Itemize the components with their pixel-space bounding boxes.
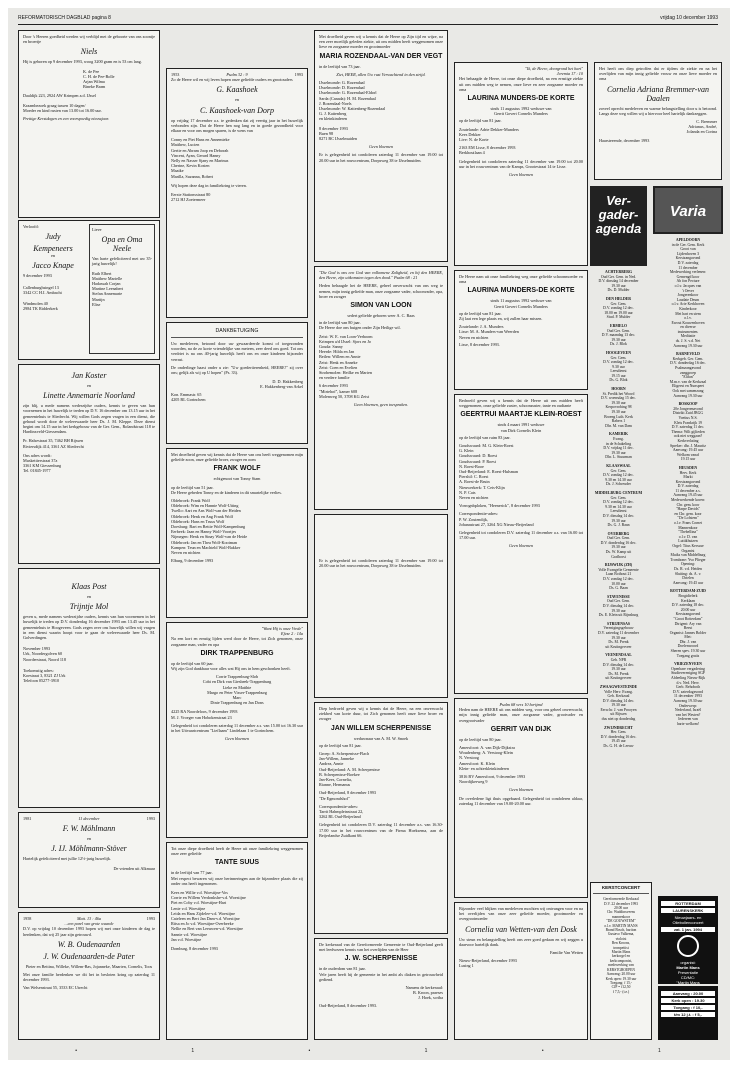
notice-condolence xyxy=(314,514,448,698)
ad-footer: Oud-Beijerland, 8 december 1993. xyxy=(319,1002,378,1008)
ad-and: en xyxy=(87,594,91,599)
ad-text: Door 's Heeren goedheid werden wij verblijd met de geboorte van ons zoontje en broertje xyxy=(23,34,155,45)
ad-text: Het heeft ons diep getroffen dat er tijdens de ziekte en na het overlijden van mijn innig geliefde vrouw en onze lieve moeder en oma xyxy=(599,66,717,82)
ad-text: Zo de Heere wil en wij leven hopen onze geliefde ouders en grootouders xyxy=(171,77,293,83)
entry-details: Geb. NPR D.V. dinsdag 14 dec. 19.30 uur Ds. M. Prenk uit Krutingerveer xyxy=(602,657,635,681)
thanks-bremmer xyxy=(594,62,722,180)
ad-name: FRANK WOLF xyxy=(213,465,261,473)
ad-verse: Matt. 13 : 46a xyxy=(77,916,101,921)
ad-text: zoveel oprecht medeleven en warme belangstelling door u is betoond. Langs deze weg willen wij u hiervoor heel hartelijk dankzeggen. xyxy=(599,105,717,116)
obituary-frank-wolf xyxy=(166,448,308,618)
ad-text: De Heere nam uit onze familiekring weg onze geliefde schoonmoeder en oma xyxy=(459,274,583,285)
ad-address: Kon. Emmastr. 65 4205 BL Gorinchem xyxy=(171,391,206,402)
ad-signatories: Amersfoort: A. van Dijk-Dijkstra Woudenberg: A. Verstoog-Klein N. Verstoog Amersfoort: K. Klein Klein- en achterkleinkinderen xyxy=(459,745,515,771)
ad-signatories: K. de Pee C. H. de Pee-Bolle Arjan Wilma Bineke Bram xyxy=(83,68,115,90)
ad-address: 6 december 1993 "Mirtehof", kamer 608 Molenweg 50, 3708 KG Zeist xyxy=(319,383,370,399)
ad-verse: Psalm 32 : 9 xyxy=(226,72,248,77)
ad-year: 1958 xyxy=(23,916,32,921)
ad-date-place: Oud-Beijerland, 8 december 1993 "De Egmondshof" xyxy=(319,790,376,801)
entry-place: MIDDELBURG CENTRUM xyxy=(594,490,643,495)
ad-name: JAN WILLEM SCHERPENISSE xyxy=(330,724,432,732)
ad-signatories: Conny en Piet Hans en Annemieke Matthew, Lucien Gertie en Abram Joop en Deborah Vincent, Ayan, Gerard Hanny Nelly en Nasser Sjany en Marinus Cherine, Kevin Kosten Maaike Marilla, Suzanna, Robert xyxy=(171,137,230,179)
church-logo-icon xyxy=(677,935,699,957)
ad-signatories: Zoutelande: Adrie Dekker-Munders Kees Dekker Live: N. de Korte xyxy=(459,126,519,143)
obituary-gerrit-van-dijk xyxy=(454,698,588,898)
ad-name: GERRIT VAN DIJK xyxy=(490,725,552,733)
thanks-van-wetten xyxy=(454,902,588,1040)
ad-signatories: IJsselmonde: G. Rozendaal IJsselmonde: D. Rozendaal IJsselmonde: G. Rozendaal-Eldorl Sarda (Canada): H. M. Rozendaal J. Rozendaal-Noels IJsselmonde: W. Kattenberg-Rozendaal G. J. Kattenberg en kleinkinderen xyxy=(319,80,386,122)
ad-text: Gelegenheid tot condoleren D.V. zaterdag 11 december a.s. van 16.30-17.00 uur in het rouwcentrum van de Firma Hoeksema, aan de Beijerlandse Zuidkant 66. xyxy=(319,822,443,838)
entry-place: HOORN xyxy=(611,387,626,392)
ad-date: in de leeftijd van 73 jaar. xyxy=(319,63,361,69)
ad-line: CD/MC: xyxy=(680,975,696,980)
ad-text: Vele jaren heeft hij de gemeente in het ambt als diaken in getrouwheid gediend. xyxy=(319,971,443,982)
ad-line: Oliebollenconcert xyxy=(672,920,704,925)
ad-text: zijn blij, u mede namens wederzijdse ouders, kennis te geven van hun voornemen in het huwelijk te treden op D.V. 16 december om 13.15 uur in het gemeentehuis te Sliedrecht. Wij willen Gods zegen vragen in een dienst, die gehoud wordt door de weleerwaarde heer Ds. J. M. Kleppe. Deze dienst begint om 14.15 uur in het kerkgebouw van de Ger. Gem., Rolandstraat 118 te Hardinxveld-Giessendam. xyxy=(23,403,155,435)
ad-footer: Haarsteeende, december 1993 xyxy=(599,137,650,143)
ad-address: 8 december 1993 Buen 98 8271 BC IJsselmuiden xyxy=(319,125,357,142)
entry-place: BOSKOOP xyxy=(678,402,698,407)
ad-signatories: Ruth Elbert Matthew Marielle Hadassah Corjan Martine Leenabert Stefan Annemarie Martijn Elise xyxy=(92,270,124,307)
ad-text: Het behaagde de Heere, tot onze diepe droefheid, na een ernstige ziekte uit ons midden weg te nemen, onze lieve en zeer zorgzame moeder en oma xyxy=(459,76,583,92)
ad-name: G. Kaashoek xyxy=(216,85,258,95)
agenda-entry xyxy=(590,653,647,681)
ad-heading: Lieve xyxy=(92,227,102,232)
ad-text: De Heere gebeden Tonny en de kinderen in dit smartelijke verlies. xyxy=(171,489,282,495)
ad-text: De Heere doe ons buigen onder Zijn Heilige wil. xyxy=(319,325,401,331)
entry-details: Ger. Gem. D.V. zondag 12 dec. 18.00 en 19.00 uur Stud. P. Mulder xyxy=(603,301,634,320)
laurenskerk-concert-ad xyxy=(658,896,718,984)
ad-text: D.V. op vrijdag 10 december 1993 hopen wij met onze kinderen de dag te herdenken, dat wij 25 jaar zijn getrouwd. xyxy=(23,926,155,937)
ad-children: Pieter en Bettina, Willeke, Willem-Bas, Jojanneke, Maarten, Cornelis, Toos xyxy=(25,963,153,969)
ad-address: 2163 EM Lisse, 8 december 1993 Berkhoutlaan 4 xyxy=(459,145,516,156)
ad-line: organist: xyxy=(680,960,696,965)
ad-signatories: Groep: A. Scherpenisse-Flach Jan-Willem, Janneke Andrea, Annie Oud-Beijerland: A. M. Scherpenisse B. Scherpenisse-Boekee Jan-Kees, Cornelia, Rianne, Hermanus xyxy=(319,751,380,788)
ad-year: 1993 xyxy=(294,72,303,77)
ad-and: en xyxy=(87,383,91,388)
ad-heading: Verloofd: xyxy=(23,224,39,229)
entry-place: HOOGEVEEN xyxy=(606,350,631,355)
ad-address: Urk, Noordergolven 60 Noorderstraat, Noord 118 xyxy=(23,651,66,662)
ad-verse: Ziet, HEER, allen Uw rust Verwachtend in den strijd. xyxy=(336,71,426,77)
ad-subtitle: sinds 11 augustus 1992 weduwe van Gerrit Govert Cornelis Munders xyxy=(490,106,552,117)
ad-signatories: Oldebroek: Frank Wolf Oldebroek: Wim en Hannie Wolf-Uiting Twello: Aart en Ans Wolf-van der Heiden Oldebroek: Henk en Ang Frank Wolf Oldebroek: Hans en Truus Wolf Doesburg: Bart en Bettie Wolf-Kampenburg Eerbeek: Jaan en Hanny Wolf-Voortjes Nijmegen: Henk en Sinay Wolf-van de Heide Oldebroek: Jan en Thea Wolf-Kooiman Kampen: Teun en Machteld Wolf-Bakker Neven en nichten xyxy=(171,498,248,556)
ad-line: Nieuwjaars- en xyxy=(674,915,702,920)
footer-mark: • xyxy=(75,1048,77,1054)
ad-date-place: Vorrognbploken, "Heenerick", 8 december 1993 xyxy=(459,503,540,509)
ad-name: Klaas Post xyxy=(71,582,107,591)
ad-heading: KERSTCONCERT xyxy=(601,885,641,890)
obituary-dirk-trappenburg xyxy=(166,622,308,838)
ad-line: LAURENSKERK xyxy=(661,908,715,913)
entry-place: KAMERIK xyxy=(609,432,628,437)
obituary-simon-van-loon xyxy=(314,266,448,510)
ad-year: 1993 xyxy=(146,816,155,821)
ad-name: Judy xyxy=(45,232,61,242)
entry-details: Ger. Gem. D.V. zondag 12 dec. 9.30 en 14.30 uur Ds. J. Schreuder xyxy=(603,468,634,487)
ad-address: Correspondentie-adres: P. W. Zoutendijk, Johanastraat 27, 3264 XG Nieuw-Beijerland xyxy=(459,511,534,527)
masthead-left: REFORMATORISCH DAGBLAD pagina 8 xyxy=(18,15,111,21)
ad-verse: Psalm 68 vers 10 berijmd xyxy=(499,702,543,707)
ad-footer: Geen bloemen xyxy=(508,543,534,549)
anniversary-mohlmann xyxy=(18,812,160,908)
entry-details: Brogtdielerk Kerklaan D.V. zaterdag 18 dec. 20.00 uur Kerstzangavond "Groot Rotterdam" Dirigent: Ary van Beest Organist: Jannes Bolder Met: Dhr. J. van Doelenwoord Sheren spev. 19.30 uur Toegang gratis xyxy=(669,593,707,658)
ad-text: Gelegenheid tot condoleren zaterdag 11 december van 19.00 tot 20.00 uur in het rouwcentrum van de Kamps, Grootestraat 14 te Lisse. xyxy=(459,158,583,169)
ad-line: t/m 12 j.t. : f 5,- xyxy=(661,1012,715,1017)
entry-details: Ger. Gem. D.V. zondag 12 dec. 9.30 uur Leesdienst 19.15 uur Ds. G. Blok xyxy=(603,355,634,383)
ad-date: 11 december xyxy=(78,816,100,821)
ad-sign: C. Bremmer Adrianus, André, Jolanda en Corina xyxy=(686,119,717,135)
entry-place: DEN HELDER xyxy=(605,296,631,301)
ad-footer: Domburg, 8 december 1993 xyxy=(171,946,218,952)
ad-name: Cornelia Adriana Bremmer-van Daalen xyxy=(606,84,710,103)
entry-place: VEENENDAAL xyxy=(605,653,632,658)
newspaper-page xyxy=(8,8,730,1060)
entry-details: Oud Ger. Gem. in Ned. D.V. dinsdag 14 december 19.30 uur Ds. D. Mulder xyxy=(598,274,639,293)
ad-text: Diep bedroefd geven wij u kennis dat de Heere, na een onverwacht ziekbed van korte duur, tot Zich genomen heeft onze lieve broer en zwager xyxy=(319,706,443,722)
obituary-maria-rozendaal xyxy=(314,30,448,262)
agenda-entry xyxy=(590,532,647,560)
agenda-entry xyxy=(590,324,647,347)
ad-text: Er is gelegenheid tot condoleren zaterdag 11 december van 19.00 tot 20.00 uur in het rouwcentrum, Dorpsweg 38 te IJsselmuiden. xyxy=(319,152,443,163)
obituary-jan-willem-scherpenisse xyxy=(314,702,448,934)
agenda-entry xyxy=(654,352,722,398)
ad-name: Jacco Knape xyxy=(32,261,74,271)
ad-text: Hartelijk gefeliciteerd met jullie 12½-jarig huwelijk. xyxy=(23,856,112,862)
ad-verse-text: ...een parel van grote waarde xyxy=(64,921,114,927)
ad-address: Van Welsenstraat 55, 3533 EC Utrecht xyxy=(23,985,88,991)
ad-footer: Elburg, 9 december 1993 xyxy=(171,558,214,564)
masthead-date: vrijdag 10 december 1993 xyxy=(660,15,718,21)
entry-place: ACHTERBERG xyxy=(604,270,632,274)
thanks-hakkenberg xyxy=(166,322,308,444)
ad-notice: Kraambezoek graag tussen 10 dagen/ Moeder en kind rusten van 13.00 tot 16.00 uur. xyxy=(23,102,102,113)
ad-signatories: Zoutelande: J. A. Munders Lisse: M. A. Munders-van Weerden Neven en nichten xyxy=(459,324,519,340)
agenda-entry xyxy=(590,351,647,383)
ad-text: Zij laat een lege plaats en, wij zullen haar missen. xyxy=(459,316,543,322)
agenda-entry xyxy=(590,464,647,487)
ad-signatories: Corrie Trappenburg-Slob Cobi en Dirk van Giesbeek-Trappenburg Lieke en Matthie Margo en Peter Visser-Trappenburg Marc Dinie Trappenburg en Jan Dons xyxy=(202,674,272,706)
ad-address: 3816 BV Amersfoort, 9 december 1993 Noordijkerweg 9 xyxy=(459,774,526,785)
ad-text: Gelegenheid tot condoleren zaterdag 11 december a.s. van 15.00 tot 16.30 uur in het Uitvaartcentrum "Lieflaam" Lindelaan 1 te Gorinchem. xyxy=(171,722,303,734)
ad-address: 4225 RA Noordeloos, 9 december 1993 M. J. Vroeger van Hobokenstraat 23 xyxy=(171,709,238,720)
footer-mark: • xyxy=(308,1048,311,1054)
ad-address: Pr. Halsestraat 35, 7462 BH Rijssen Riviersdijk 414, 3361 AZ Sliedrecht xyxy=(23,438,84,449)
ad-date: op de leeftijd van 60 jaar. xyxy=(171,660,214,666)
ad-line: ROTTERDAM xyxy=(661,901,715,906)
entry-details: St. Predik het Woord D.V. woensdag 15 dec. 19.30 uur Kerpovrobing 98 19.30 uur Broeng Luth. Kerk Rabers 1 Dhr. M. van Dam xyxy=(601,391,636,428)
agenda-entry xyxy=(590,270,647,293)
ad-date: in de leeftijd van 80 jaar. xyxy=(319,320,361,326)
ad-year: 1953 xyxy=(171,72,180,77)
ad-name: DIRK TRAPPENBURG xyxy=(200,649,274,657)
ad-note: Wij hopen deze dag in familiekring te vieren. xyxy=(171,182,247,188)
ad-name: TANTE SUUS xyxy=(214,859,260,867)
ad-address: Windmolen 40 2984 TK Ridderkerk xyxy=(23,301,58,312)
agenda-entry xyxy=(654,589,722,658)
entry-details: Herv. Kerk Markt Kerstzangavond D.V. zaterdag 11 december a.s. Aanvang 19.45 uur Medewerkende koren: Chr. gem. koor "Harpe Davids" en Chr. gem. koor "De Lofstem" o.l.v. Frans Cornet Mannenkoor "Thebellina" o.l.v. D. van Luttikhuizen Orgel: Titus Kerssue Organist Muiks van Middelburg Trombone: Yvo Plieger Opening: Ds. R. v.d. Heiden Sluiting: ds. A. v. Drielen Aanvang: 19.45 uur xyxy=(670,470,706,585)
ad-and: en xyxy=(235,97,239,103)
ad-subtitle: echtgenoot van Tonny Stam xyxy=(213,476,261,482)
ad-name: F. W. Möhlmann xyxy=(62,824,116,834)
ad-text: De kerkeraad van de Gereformeerde Gemeente te Oud-Beijerland geeft met leedwezen kennis van het overlijden van de Heer xyxy=(319,942,443,953)
ad-date: in de ouderdom van 81 jaar. xyxy=(319,966,366,972)
vergaderagenda-header: Ver- gader- agenda xyxy=(590,186,647,266)
entry-details: Ger. Gem. D.V. zondag 12 dec. 9.30 en 14.30 uur Leesdienst D.V. dinsdag 14 dec. 19.30 uur Ds. G. J. Baan xyxy=(602,495,635,528)
entry-details: Oud Ger. Gem. D.V. donderdag 16 dec. 19.30 uur Ds. W. Kamp uit Grafhorst xyxy=(600,536,637,559)
ad-text: Tot onze diepe droefheid heeft de Heere uit onze familiekring weggenomen onze zeer geliefde xyxy=(171,846,303,857)
ad-line: "Martin Mans xyxy=(676,980,700,985)
entry-details: Volle Evangelie Gemeente Laan Bothout 21 D.V. zondag 12 dec. 10.00 uur Ds. G. Baan xyxy=(598,567,639,591)
ad-text: Bedroefd geven wij u kennis dat de Heere uit ons midden heeft weggenomen, onze geliefde zuster, schoonzuster, tante en oudtante xyxy=(459,398,583,409)
agenda-entry xyxy=(654,466,722,585)
ad-text: De overledene ligt thuis opgebaard. Gelegenheid tot condoleren aldaar, zaterdag 11 december van 19.00-20.00 uur. xyxy=(459,795,583,806)
agenda-entry xyxy=(590,432,647,460)
ad-line: Presentatie xyxy=(677,970,699,975)
ad-line: Martin Mans xyxy=(676,965,700,970)
ad-year: 1993 xyxy=(146,916,155,921)
entry-place: STAVENISSE xyxy=(607,594,630,599)
ad-name: Opa en Oma Neele xyxy=(101,235,143,254)
ad-name: J. IJ. Möhlmann-Stöver xyxy=(51,844,127,854)
wedding-koster-noorland xyxy=(18,364,160,564)
ad-name: C. Kaashoek-van Dorp xyxy=(200,105,274,115)
obituary-kerkeraad-scherpenisse xyxy=(314,938,448,1040)
ad-name: MARIA ROZENDAAL-VAN DER VEGT xyxy=(319,52,443,60)
engagement-judy-jacco xyxy=(18,220,160,360)
ad-text: Hij is geboren op 9 december 1993, woog 3200 gram en is 53 cm lang. xyxy=(23,59,142,65)
ad-date: op de leeftijd van 51 jaar. xyxy=(171,484,214,490)
ad-name: Trijntje Mol xyxy=(69,602,109,612)
agenda-entry xyxy=(590,595,647,618)
entry-place: HEUSDEN xyxy=(678,465,698,470)
entry-details: Openbare vergadering Studievereniging SGP Afdeeling Nieuw-Rijk d.v. Ned. Herv. Gerb. Rehoboth D.V. zaterdagavond 11 december 1993 Aanvang 19.30 uur Onderwerp: Nederland, Israël van het Westen? Iedereen van harte welkom! xyxy=(670,666,706,726)
ad-verse: "Die God is ons een God van volkomene Zaligheid, en bij den HEERE, den Heere, zijn uitkomsten tegen den dood." Psalm 68 : 21 xyxy=(319,270,443,281)
ad-text: Na een kort en ernstig lijden werd door de Heere, tot Zich genomen, onze zorgzame man, vader en opa xyxy=(171,636,303,647)
ad-text: Bijzonder veel blijken van medeleven mochten wij ontvangen voor en na het overlijden van onze zeer geliefde moeder, grootmoeder en overgrootmoeder xyxy=(459,906,583,922)
ad-text: Heden nam de HEERE uit ons midden weg, voor ons geheel onverwacht, mijn innig geliefde man, onze zorgzame vader, grootvader en overgrootvader xyxy=(459,707,583,723)
ad-footer: Nieuw-Beijerland, december 1993 Lusing 1 xyxy=(459,958,517,969)
ad-text: Met onze familie herdenken we dit het in besloten kring op zaterdag 11 december 1993. xyxy=(23,972,155,983)
varia-list xyxy=(654,238,722,892)
ad-footer: Geen bloemen xyxy=(508,172,534,178)
kerstconcert-ad xyxy=(590,882,652,1040)
ad-signatories: Zeist: W. E. van Loon-Verboom Krimpen a/d IJssel: Sjors en Jo Gouda: Sanny Heerde: Hilda en Jan Beilen: Willem en Annie Zeist: Henk en Anneke Zeist: Coen en Evelien Strobemolen: Heilke en Marien en verdere familie xyxy=(319,333,373,381)
agenda-entry xyxy=(654,238,722,348)
ad-footer: Geen bloemen xyxy=(368,144,394,150)
ad-name: LAURINA MUNDERS-DE KORTE xyxy=(467,95,575,103)
ad-verse: "Ik, de Heere, doorgrond het hart" Jeremia 17 : 10 xyxy=(525,66,583,77)
ad-date: op de leeftijd van 81 jaar. xyxy=(319,742,362,748)
ad-address: Eerste Stationsstraat 80 2712 HJ Zoetermeer xyxy=(171,192,211,203)
anniversary-oudenaarden xyxy=(18,912,160,1040)
ad-text: Heden behaagde het de HEERE, geheel onverwacht van ons weg te nemen, mijn innig geliefde man, onze zorgzame vader, schoonvader, opa, broer en zwager xyxy=(319,283,443,299)
ad-text: Met droefheid geven wij u kennis dat de Heere op Zijn tijd en wijze, na een zeer moeilijk geleden ziekte, uit ons midden heeft weggenomen onze lieve en zorgzame moeder en grootmoeder xyxy=(319,34,443,50)
ad-name: J. W. Oudenaarden-de Pater xyxy=(43,951,135,961)
birth-announcement-niels xyxy=(18,30,160,218)
ad-text: op vrijdag 17 december a.s. te gedenken dat zij veertig jaar in het huwelijk verbonden zijn. Dat de Heere hen nog lang en in goede gezondheid voor elkaar en voor ons mogen sparen, is de wens van xyxy=(171,117,303,134)
entry-place: OVERBERG xyxy=(607,531,630,536)
ad-name: Jan Koster xyxy=(71,371,107,380)
entry-place: APELDOORN xyxy=(675,238,701,242)
ad-subtitle: sinds 4 maart 1991 weduwe van Dirk Cornelis Klein xyxy=(497,422,545,433)
ad-footer: Geen bloemen xyxy=(224,736,250,742)
entry-details: Oud Ger. Gem. D.V. dinsdag 14 dec. 19.30 uur Ds. E. Klein uit Rijnsburg xyxy=(598,599,639,618)
ad-text: Uw medeleven, betoond door uw gewaardeerde komst of toegezonden woorden, na de zo korte vriendelijke van meteen, zeer deed ons goed. Tot ons verdriet is na ons 40-jarig huwelijk heeft ons en onze kinderen bijzonder verrast. xyxy=(171,341,303,362)
ad-text: Met droefheid geven wij kennis dat de Heere van ons heeft weggenomen mijn geliefde zoon, onze geliefde broer, zwager en oom xyxy=(171,452,303,463)
ad-year: 1981 xyxy=(23,816,32,821)
ad-future-address: Ons adres wordt: Muskettierstraat 37a 3361 KM Giessenburg Tel. 01845-1977 xyxy=(23,452,62,474)
ad-date: in de leeftijd van 77 jaar. xyxy=(171,870,213,876)
ad-date: op de leeftijd van 81 jaar. xyxy=(459,118,502,124)
agenda-entry xyxy=(654,662,722,726)
footer-mark: 1 xyxy=(191,1048,195,1054)
entry-details: in de Ger. Gem. Kerk Groot van Lijdenhoven 3 Kerstzangavond D.V. zaterdag 11 december Medewerking verlenen: Gemengd koor Ab fon Pecture o.l.v. Jacques van 't Oever Jongerenkoor Laudate Deum o.l.v. Arie Kerkhoven Kinderkoor Met hart en stem o.l.v. Ewout Kouwenhoven en diverse instrumenten. Meditatie ds. J. S. v.d. Net Aanvang 19.30 uur xyxy=(669,242,707,348)
entry-details: Verenigingsgebouw D.V. zaterdag 11 december 19.30 uur Ds. M. Prenk uit Krutingerveer xyxy=(597,626,639,649)
ad-line: Aanvang : 20.00 xyxy=(661,991,715,996)
ad-line: zat. 1 jan. 1994 xyxy=(661,927,715,932)
entry-place: STRIJENSAS xyxy=(606,621,630,626)
ad-heading: DANKBETUIGING xyxy=(215,328,259,334)
agenda-entry xyxy=(590,685,647,722)
agenda-entry xyxy=(590,622,647,650)
ad-name: J. W. SCHERPENISSE xyxy=(344,955,418,963)
ad-line: Toegang : f 10,- xyxy=(661,1005,715,1010)
wedding-post-mol xyxy=(18,568,160,808)
ad-date: 9 december 1993 xyxy=(23,273,52,279)
ad-text: Wij zijn God dankbaar voor alles wat Hij ons in hem geschonken heeft. xyxy=(171,666,291,672)
agenda-entry xyxy=(654,402,722,462)
ad-name: Kempeneers xyxy=(33,244,73,254)
ad-address: Callenburghsingel 13 3342 CC H.I. Ambacht xyxy=(23,284,62,295)
ad-future-address: Toekomstig adres: Koestraat 3, 8321 ZJ Urk Telefoon 05277-3910 xyxy=(23,667,66,684)
ad-text: Van harte gefeliciteerd met uw 35-jarig huwelijk! xyxy=(92,256,152,267)
ad-text: Uw steun en belangstelling heeft ons zeer goed gedaan en wij zeggen u daarvoor hartelijk dank. xyxy=(459,936,583,947)
agenda-entry xyxy=(590,387,647,428)
ad-verse: "Want Hij is onze Vrede" Efeze 2 : 14a xyxy=(261,626,303,637)
entry-details: Her. Gem. D.V. donderdag 16 dec. 19.45 uur Ds. G. H. de Leeuw xyxy=(600,730,637,749)
ad-text: Gereformeerde Kerkzaal D.V. 22 december 1993 20.00 uur Chr. Waddinxveens mannenkoor "DE GOUWSTEM" o.l.v. MARTIN MANS Brand Bosch, bariton Gustavo Valkema, violoist Ben Kroons, trompettist Martin Mans kerkorgel en kerkcomponist, medewerking van KERSTGROEPEN Aanvang: 20.00 uur Kerk open: 19.30 uur Toegang: f 15,- CJP = f12,50 f 7,5,- (t.e.) xyxy=(603,897,639,994)
entry-place: KLAASWAAL xyxy=(606,463,631,468)
varia-header: Varia xyxy=(653,186,723,234)
ad-quote: De onderlinge haast onder u zie: "Uw goedertierenheid, HEERE!" zij over ons; gelijk als wij op U hopen" (Ps. 33). xyxy=(171,364,303,376)
masthead xyxy=(18,14,718,25)
footer-mark: 1 xyxy=(658,1048,661,1054)
ad-name: W. B. Oudenaarden xyxy=(57,939,121,949)
entry-details: 20e Jongerenavond Distrikt Zuid JBGG Voetius N.S. Kleis Frankrijk 19 D.V. zaterdag 11 dec. Thema: Wilt gijlieden ook niet weggaan? Kerkverlating Spreker: dhr. J. Mauritz Aanvang: 19.45 uur Welkom vanaf 19.15 uur xyxy=(670,406,706,462)
entry-place: ERMELO xyxy=(610,323,627,328)
entry-details: Kerkgeb. Ger. Gem. D.V. donderdag 16 dec. Psalmzangavond zanggroep "Elifan" M.m.v. van de Kerkzaal Eligeest en Nunspeet Ook met samenzang Aanvang 19.30 uur xyxy=(669,356,707,398)
ad-footer: Geen bloemen, geen toespraken. xyxy=(353,402,409,408)
entry-place: ROTTERDAM-ZUID xyxy=(670,589,706,594)
agenda-entry xyxy=(590,297,647,320)
ad-date: op de leeftijd van 80 jaar. xyxy=(459,736,502,742)
ad-and: en xyxy=(87,836,91,842)
obituary-geertrui-klein-roest xyxy=(454,394,588,694)
ad-name: LAURINA MUNDERS-DE KORTE xyxy=(467,287,575,295)
ad-footer: Geen bloemen xyxy=(508,787,534,793)
ad-name: GEERTRUI MAARTJE KLEIN-ROEST xyxy=(460,411,582,419)
ad-text: Gelegenheid tot condoleren D.V. zaterdag 11 december a.s. van 16.00 tot 17.00 uur. xyxy=(459,530,583,541)
agenda-entry xyxy=(590,726,647,749)
entry-place: VRIEZENVEEN xyxy=(674,662,702,667)
agenda-entry xyxy=(590,491,647,528)
ad-sign: D. D. Hakkenberg E. Hakkenberg-van Arkel xyxy=(260,379,303,390)
ad-footer: Prettige Kerstdagen en een voorspoedig nieuwjaar. xyxy=(23,116,109,122)
ad-name: Niels xyxy=(80,47,98,57)
ad-sign: Namens de kerkeraad: B. Kroon, praeses J. Hoek, scriba xyxy=(405,985,443,1001)
entry-place: BARNEVELD xyxy=(676,352,700,357)
entry-place: ZWIJNDRECHT xyxy=(604,725,633,730)
ad-date: November 1993 xyxy=(23,646,51,652)
ad-signatories: Goudswaard: M. G. Klein-Roest G. Klein Goudswaard: D. Roest Goudswaard: P. Roest N. Roest-Booe Oud-Beijerland: E. Roest-Hulsman Piershil: C. Roest A. Roest-de Bruin Nieuwerkerk: T. Ceis-Klijn N. P. Cats Neven en nichten xyxy=(459,443,518,501)
obituary-laurina-munders-1 xyxy=(454,62,588,266)
ad-subtitle: sinds 11 augustus 1992 weduwe van Gerrit Govert Cornelis Munders xyxy=(490,298,552,309)
ad-subtitle: sedert geliefde geboren weer A. C. Baas xyxy=(347,313,415,319)
obituary-tante-suus xyxy=(166,842,308,1040)
anniversary-kaashoek xyxy=(166,68,308,318)
entry-place: RIJSWIJK (ZH) xyxy=(604,563,633,568)
ad-signatories: Kees en Willie v.d. Woestijne-Vos Corrie en Willem Verdonkshe-v.d. Woestijne Piet en Coby v.d. Woestijne-Hart Lenie v.d. Woestijne Leida en Hans Zijdelee-v.d. Woestijne Cateleen en Bert Jan Dam-v.d. Woestijne Ritsa en Jo v.d. Woestijne-Overbeeke Nellie en Bert van Leeuwen-v.d. Woestijne Sannie v.d. Woestijne Jan v.d. Woestijne xyxy=(171,890,246,942)
ad-footer: Lisse, 8 december 1993. xyxy=(459,341,500,347)
entry-details: Evang. in de Schakeling D.V. vrijdag 11 dec. 19.30 uur Dhr. L. Stuurman xyxy=(603,437,634,460)
agenda-entry xyxy=(590,563,647,591)
page-footer xyxy=(18,1048,718,1054)
footer-mark: 1 xyxy=(424,1048,428,1054)
entry-details: Oud Ger. Gem. D.V. maandag 13 dec. 19.30 uur Ds. J. Blok xyxy=(601,328,636,347)
ad-text: Met respect bewaren wij onze herinneringen aan de bijzondere plaats die zij onder ons heeft ingenomen. xyxy=(171,875,303,886)
ad-date: op de leeftijd van ruim 83 jaar. xyxy=(459,434,511,440)
ad-name: SIMON VAN LOON xyxy=(350,302,412,310)
ad-line: Kerk open : 19.30 xyxy=(661,998,715,1003)
ad-address: Daaldijk 223, 2924 AW Krimpen a.d. IJssel xyxy=(23,93,96,99)
ad-sign: Familie Van Wetten xyxy=(549,950,583,956)
ad-date: op de leeftijd van 81 jaar. xyxy=(459,310,502,316)
ad-subtitle: weduwnaar van A. M. W. Snoek xyxy=(353,735,409,741)
ad-name: Linette Annemarie Noorland xyxy=(43,391,135,401)
ad-text: Er is gelegenheid tot condoleren zaterdag 11 december van 19.00 tot 20.00 uur in het rouwcentrum, Dorpsweg 38 te IJsselmuiden. xyxy=(319,558,443,569)
ad-address: Correspondentie-adres: Tarrit Hahmpleinstraat 22, 3262 BL Oud-Beijerland xyxy=(319,803,364,820)
entry-details: Volle Herv. Evang. Geb. Kerkzaal D.V. dinsdag 14 dec. 19.30 uur Eerw.hr. J. van Prooyen uit Rijssen dus niet op donderdag xyxy=(600,689,637,722)
ad-name: Cornelia van Wetten-van den Dosk xyxy=(465,924,577,934)
ad-sign: De vrienden uit Alkmaar xyxy=(113,865,155,871)
ad-and: en xyxy=(51,253,55,259)
laurenskerk-concert-ad-details xyxy=(658,986,718,1040)
agenda-list xyxy=(590,270,647,878)
footer-mark: • xyxy=(541,1048,544,1054)
obituary-laurina-munders-2 xyxy=(454,270,588,390)
entry-place: ZWAAGWESTEINDE xyxy=(599,684,638,689)
ad-text: geven u, mede namens wederzijdse ouders, kennis van hun voornemen in het huwelijk te treden op D.V. donderdag 16 december 1993 om 13.45 uur in het gemeentehuis te Hoogeveen. Gods zegen over ons huwelijk willen wij vragen in een dienst waarin hoopt voor te gaan de weleerwaarde heer Ds. M. Golverdingen. xyxy=(23,614,155,641)
